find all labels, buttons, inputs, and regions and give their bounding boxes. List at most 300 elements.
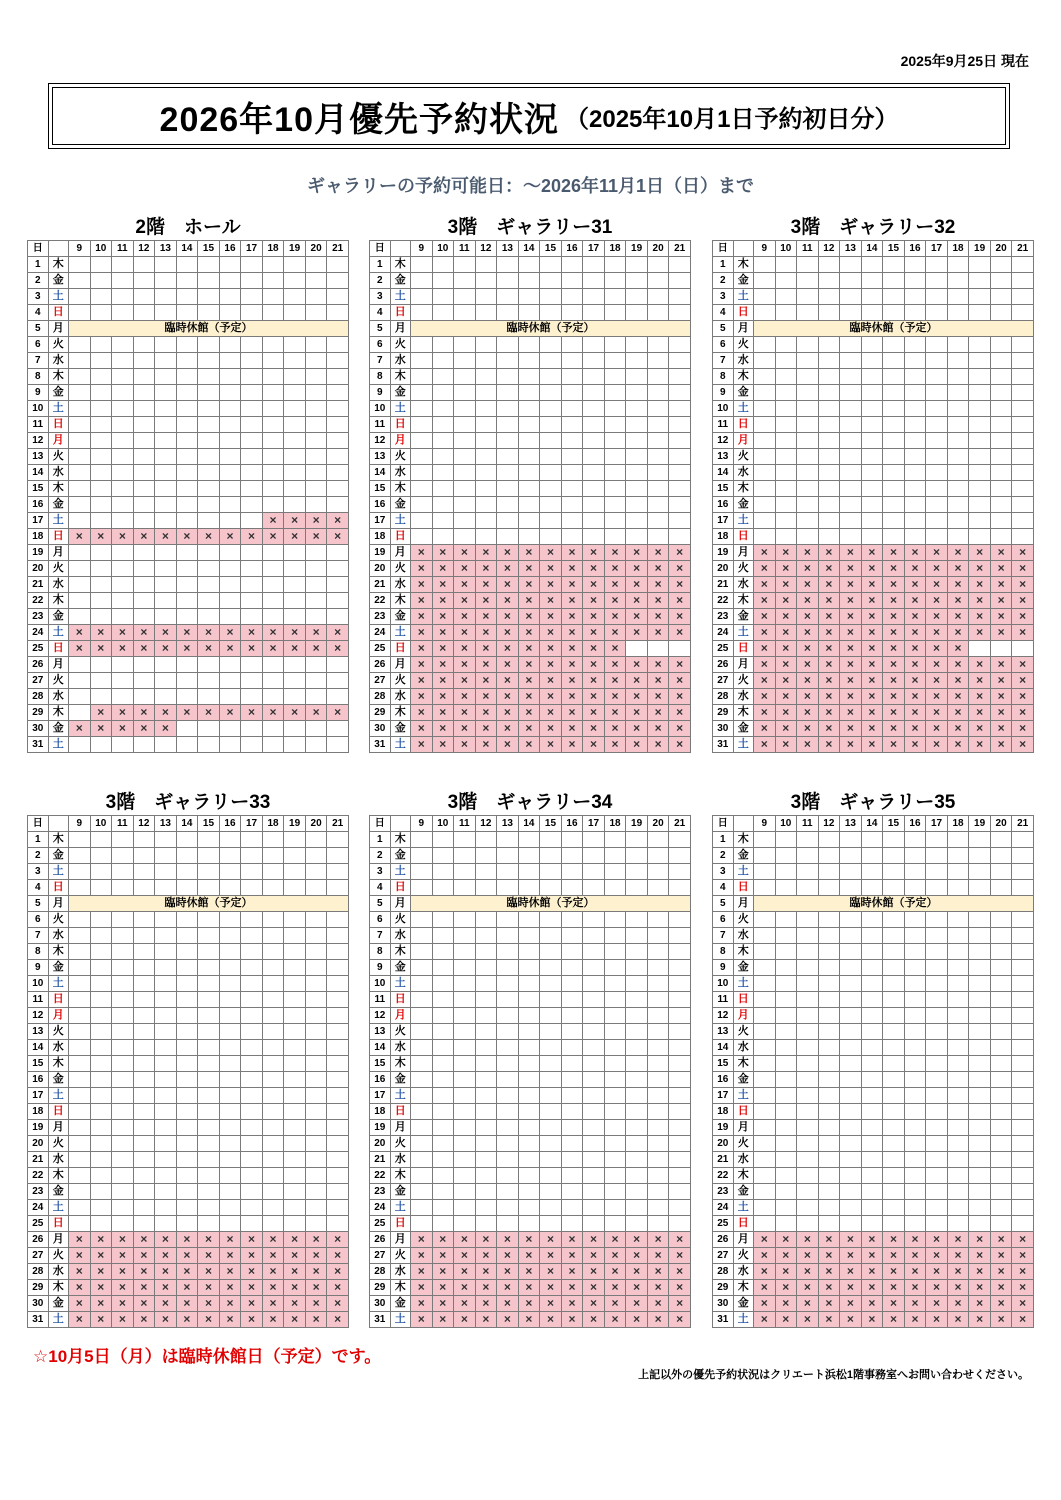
available-slot: [904, 1216, 926, 1232]
available-slot: [647, 960, 669, 976]
weekday: 水: [48, 928, 69, 944]
booked-slot: ×: [775, 609, 797, 625]
day-number: 20: [28, 561, 49, 577]
booked-slot: ×: [583, 1264, 605, 1280]
available-slot: [775, 880, 797, 896]
available-slot: [561, 1072, 583, 1088]
available-slot: [219, 305, 241, 321]
available-slot: [861, 369, 883, 385]
available-slot: [475, 1088, 497, 1104]
booked-slot: ×: [840, 641, 862, 657]
available-slot: [69, 960, 91, 976]
booked-slot: ×: [69, 1232, 91, 1248]
day-number: 22: [713, 593, 734, 609]
available-slot: [990, 1216, 1012, 1232]
day-column-header: 日: [370, 816, 391, 832]
booked-slot: ×: [818, 625, 840, 641]
weekday: 火: [390, 673, 411, 689]
available-slot: [561, 1120, 583, 1136]
available-slot: [861, 848, 883, 864]
available-slot: [411, 976, 433, 992]
day-row: [28, 657, 349, 673]
weekday: 水: [48, 465, 69, 481]
available-slot: [432, 1216, 454, 1232]
weekday: 土: [733, 401, 754, 417]
available-slot: [904, 497, 926, 513]
booked-slot: ×: [284, 1264, 306, 1280]
day-row: [370, 880, 691, 896]
available-slot: [797, 864, 819, 880]
booked-slot: ×: [840, 625, 862, 641]
booked-slot: ×: [518, 689, 540, 705]
day-number: 20: [713, 561, 734, 577]
available-slot: [198, 689, 220, 705]
booked-slot: ×: [155, 721, 177, 737]
available-slot: [475, 880, 497, 896]
weekday: 金: [390, 848, 411, 864]
booked-slot: ×: [604, 609, 626, 625]
booked-slot: ×: [219, 1264, 241, 1280]
booked-slot: ×: [454, 577, 476, 593]
available-slot: [647, 1008, 669, 1024]
available-slot: [561, 912, 583, 928]
available-slot: [475, 513, 497, 529]
available-slot: [262, 369, 284, 385]
available-slot: [176, 1008, 198, 1024]
booked-slot: ×: [840, 561, 862, 577]
available-slot: [90, 337, 112, 353]
available-slot: [155, 1008, 177, 1024]
available-slot: [497, 928, 519, 944]
available-slot: [432, 848, 454, 864]
available-slot: [583, 864, 605, 880]
day-row: [370, 657, 691, 673]
available-slot: [219, 289, 241, 305]
available-slot: [176, 1104, 198, 1120]
booked-slot: ×: [904, 657, 926, 673]
available-slot: [540, 465, 562, 481]
booked-slot: ×: [904, 641, 926, 657]
available-slot: [518, 864, 540, 880]
available-slot: [904, 1024, 926, 1040]
booked-slot: ×: [969, 561, 991, 577]
weekday: 水: [390, 1264, 411, 1280]
available-slot: [284, 1216, 306, 1232]
available-slot: [155, 912, 177, 928]
booked-slot: ×: [454, 1264, 476, 1280]
booked-slot: ×: [669, 1248, 691, 1264]
day-row: [28, 305, 349, 321]
available-slot: [861, 1056, 883, 1072]
available-slot: [518, 1152, 540, 1168]
available-slot: [411, 1152, 433, 1168]
available-slot: [69, 689, 91, 705]
available-slot: [475, 353, 497, 369]
available-slot: [540, 1072, 562, 1088]
available-slot: [219, 593, 241, 609]
available-slot: [133, 401, 155, 417]
available-slot: [176, 928, 198, 944]
available-slot: [262, 1056, 284, 1072]
day-number: 8: [370, 369, 391, 385]
available-slot: [1012, 641, 1034, 657]
available-slot: [926, 1120, 948, 1136]
booked-slot: ×: [883, 1312, 905, 1328]
available-slot: [583, 832, 605, 848]
booked-slot: ×: [112, 1264, 134, 1280]
available-slot: [990, 832, 1012, 848]
booked-slot: ×: [926, 1264, 948, 1280]
booked-slot: ×: [454, 1280, 476, 1296]
booked-slot: ×: [883, 593, 905, 609]
booked-slot: ×: [518, 1232, 540, 1248]
day-number: 17: [370, 513, 391, 529]
booked-slot: ×: [432, 721, 454, 737]
available-slot: [947, 976, 969, 992]
available-slot: [797, 513, 819, 529]
booked-slot: ×: [926, 561, 948, 577]
day-row: [28, 832, 349, 848]
available-slot: [861, 944, 883, 960]
available-slot: [754, 353, 776, 369]
available-slot: [669, 273, 691, 289]
booked-slot: ×: [90, 721, 112, 737]
available-slot: [647, 1136, 669, 1152]
available-slot: [262, 433, 284, 449]
available-slot: [327, 880, 349, 896]
available-slot: [990, 944, 1012, 960]
available-slot: [904, 976, 926, 992]
available-slot: [262, 912, 284, 928]
available-slot: [262, 305, 284, 321]
hour-header: 19: [969, 816, 991, 832]
hour-header: 20: [305, 241, 327, 257]
weekday: 金: [48, 1072, 69, 1088]
available-slot: [198, 1088, 220, 1104]
available-slot: [454, 832, 476, 848]
available-slot: [133, 1120, 155, 1136]
hour-header: 13: [155, 816, 177, 832]
day-row: [713, 641, 1034, 657]
available-slot: [797, 944, 819, 960]
available-slot: [904, 848, 926, 864]
booked-slot: ×: [926, 625, 948, 641]
available-slot: [475, 449, 497, 465]
available-slot: [775, 257, 797, 273]
day-row: [713, 593, 1034, 609]
booked-slot: ×: [883, 1248, 905, 1264]
day-number: 30: [713, 721, 734, 737]
available-slot: [305, 449, 327, 465]
available-slot: [840, 497, 862, 513]
booked-slot: ×: [861, 641, 883, 657]
available-slot: [775, 289, 797, 305]
booked-slot: ×: [432, 737, 454, 753]
available-slot: [647, 257, 669, 273]
available-slot: [198, 673, 220, 689]
available-slot: [797, 1136, 819, 1152]
available-slot: [883, 257, 905, 273]
day-number: 5: [28, 321, 49, 337]
available-slot: [947, 1056, 969, 1072]
available-slot: [1012, 465, 1034, 481]
available-slot: [775, 848, 797, 864]
available-slot: [176, 880, 198, 896]
available-slot: [475, 912, 497, 928]
available-slot: [305, 1056, 327, 1072]
available-slot: [669, 1200, 691, 1216]
booked-slot: ×: [626, 737, 648, 753]
day-row: [713, 832, 1034, 848]
available-slot: [969, 529, 991, 545]
booked-slot: ×: [241, 529, 263, 545]
available-slot: [669, 529, 691, 545]
available-slot: [262, 673, 284, 689]
available-slot: [176, 545, 198, 561]
day-number: 5: [713, 321, 734, 337]
available-slot: [262, 944, 284, 960]
booked-slot: ×: [454, 1312, 476, 1328]
booked-slot: ×: [754, 561, 776, 577]
available-slot: [305, 960, 327, 976]
available-slot: [112, 912, 134, 928]
available-slot: [198, 721, 220, 737]
available-slot: [90, 1056, 112, 1072]
hour-header: 10: [432, 241, 454, 257]
available-slot: [432, 1040, 454, 1056]
day-number: 28: [370, 689, 391, 705]
available-slot: [561, 1136, 583, 1152]
available-slot: [797, 401, 819, 417]
booked-slot: ×: [583, 561, 605, 577]
hour-header: 17: [926, 241, 948, 257]
available-slot: [155, 353, 177, 369]
available-slot: [219, 832, 241, 848]
day-row: [28, 1280, 349, 1296]
available-slot: [133, 657, 155, 673]
available-slot: [284, 1024, 306, 1040]
available-slot: [305, 257, 327, 273]
available-slot: [90, 497, 112, 513]
available-slot: [411, 1040, 433, 1056]
available-slot: [647, 1072, 669, 1088]
booked-slot: ×: [947, 705, 969, 721]
available-slot: [990, 912, 1012, 928]
booked-slot: ×: [990, 545, 1012, 561]
available-slot: [540, 960, 562, 976]
available-slot: [305, 912, 327, 928]
booked-slot: ×: [475, 1232, 497, 1248]
available-slot: [432, 1088, 454, 1104]
booked-slot: ×: [947, 609, 969, 625]
available-slot: [112, 513, 134, 529]
available-slot: [626, 513, 648, 529]
available-slot: [904, 513, 926, 529]
day-row: [370, 705, 691, 721]
available-slot: [198, 273, 220, 289]
hour-header: 20: [647, 816, 669, 832]
weekday: 金: [733, 497, 754, 513]
available-slot: [840, 449, 862, 465]
weekday: 日: [733, 529, 754, 545]
hour-header: 17: [926, 816, 948, 832]
available-slot: [284, 976, 306, 992]
available-slot: [904, 1088, 926, 1104]
available-slot: [284, 848, 306, 864]
available-slot: [818, 513, 840, 529]
booked-slot: ×: [561, 625, 583, 641]
available-slot: [112, 1152, 134, 1168]
available-slot: [818, 1104, 840, 1120]
available-slot: [305, 1216, 327, 1232]
booked-slot: ×: [497, 673, 519, 689]
day-number: 31: [370, 737, 391, 753]
available-slot: [69, 257, 91, 273]
booked-slot: ×: [883, 545, 905, 561]
available-slot: [219, 449, 241, 465]
available-slot: [647, 385, 669, 401]
available-slot: [198, 497, 220, 513]
available-slot: [583, 848, 605, 864]
available-slot: [883, 449, 905, 465]
booked-slot: ×: [904, 561, 926, 577]
available-slot: [540, 1168, 562, 1184]
available-slot: [604, 1168, 626, 1184]
available-slot: [454, 1152, 476, 1168]
available-slot: [198, 1024, 220, 1040]
day-number: 23: [28, 609, 49, 625]
available-slot: [669, 289, 691, 305]
weekday-column-header: [48, 816, 69, 832]
available-slot: [840, 944, 862, 960]
hour-header: 10: [775, 241, 797, 257]
booked-slot: ×: [647, 657, 669, 673]
available-slot: [262, 848, 284, 864]
available-slot: [475, 273, 497, 289]
day-number: 12: [713, 1008, 734, 1024]
day-number: 30: [370, 721, 391, 737]
available-slot: [861, 1200, 883, 1216]
booked-slot: ×: [626, 609, 648, 625]
available-slot: [69, 481, 91, 497]
available-slot: [561, 529, 583, 545]
available-slot: [583, 449, 605, 465]
available-slot: [454, 289, 476, 305]
booked-slot: ×: [133, 625, 155, 641]
weekday: 火: [733, 1136, 754, 1152]
available-slot: [583, 433, 605, 449]
available-slot: [583, 944, 605, 960]
available-slot: [112, 1136, 134, 1152]
available-slot: [219, 609, 241, 625]
booked-slot: ×: [497, 1312, 519, 1328]
available-slot: [69, 976, 91, 992]
available-slot: [155, 1024, 177, 1040]
weekday: 土: [390, 513, 411, 529]
available-slot: [775, 1136, 797, 1152]
booked-slot: ×: [262, 1232, 284, 1248]
booked-slot: ×: [969, 705, 991, 721]
booked-slot: ×: [219, 641, 241, 657]
available-slot: [198, 593, 220, 609]
booked-slot: ×: [775, 673, 797, 689]
booked-slot: ×: [990, 609, 1012, 625]
day-number: 18: [713, 1104, 734, 1120]
available-slot: [241, 657, 263, 673]
booked-slot: ×: [241, 1312, 263, 1328]
day-row: [370, 896, 691, 912]
day-number: 2: [370, 273, 391, 289]
day-number: 4: [28, 305, 49, 321]
available-slot: [540, 289, 562, 305]
booked-slot: ×: [647, 689, 669, 705]
day-row: [713, 864, 1034, 880]
available-slot: [69, 1008, 91, 1024]
available-slot: [90, 1200, 112, 1216]
available-slot: [219, 1152, 241, 1168]
available-slot: [327, 481, 349, 497]
booked-slot: ×: [904, 625, 926, 641]
available-slot: [926, 1008, 948, 1024]
available-slot: [497, 880, 519, 896]
available-slot: [604, 1008, 626, 1024]
available-slot: [241, 353, 263, 369]
weekday: 水: [48, 1264, 69, 1280]
booked-slot: ×: [840, 545, 862, 561]
available-slot: [327, 832, 349, 848]
booked-slot: ×: [262, 705, 284, 721]
available-slot: [454, 1216, 476, 1232]
available-slot: [284, 305, 306, 321]
weekday: 土: [390, 1200, 411, 1216]
available-slot: [155, 1056, 177, 1072]
available-slot: [112, 1216, 134, 1232]
available-slot: [947, 944, 969, 960]
day-row: [713, 1296, 1034, 1312]
booked-slot: ×: [1012, 545, 1034, 561]
available-slot: [883, 928, 905, 944]
day-number: 13: [370, 1024, 391, 1040]
day-number: 3: [370, 864, 391, 880]
weekday: 火: [733, 912, 754, 928]
available-slot: [90, 305, 112, 321]
booked-slot: ×: [155, 641, 177, 657]
available-slot: [626, 273, 648, 289]
available-slot: [990, 481, 1012, 497]
day-number: 4: [28, 880, 49, 896]
available-slot: [626, 305, 648, 321]
available-slot: [284, 1184, 306, 1200]
available-slot: [583, 1088, 605, 1104]
day-number: 18: [28, 529, 49, 545]
available-slot: [497, 1088, 519, 1104]
day-number: 6: [713, 337, 734, 353]
available-slot: [90, 1120, 112, 1136]
available-slot: [518, 1088, 540, 1104]
available-slot: [861, 497, 883, 513]
booked-slot: ×: [454, 657, 476, 673]
available-slot: [926, 912, 948, 928]
hour-header: 21: [669, 816, 691, 832]
available-slot: [155, 465, 177, 481]
booked-slot: ×: [947, 689, 969, 705]
booked-slot: ×: [69, 1280, 91, 1296]
booked-slot: ×: [198, 1248, 220, 1264]
hour-header: 14: [176, 816, 198, 832]
weekday: 水: [390, 465, 411, 481]
room-block: [369, 790, 691, 1328]
available-slot: [241, 689, 263, 705]
